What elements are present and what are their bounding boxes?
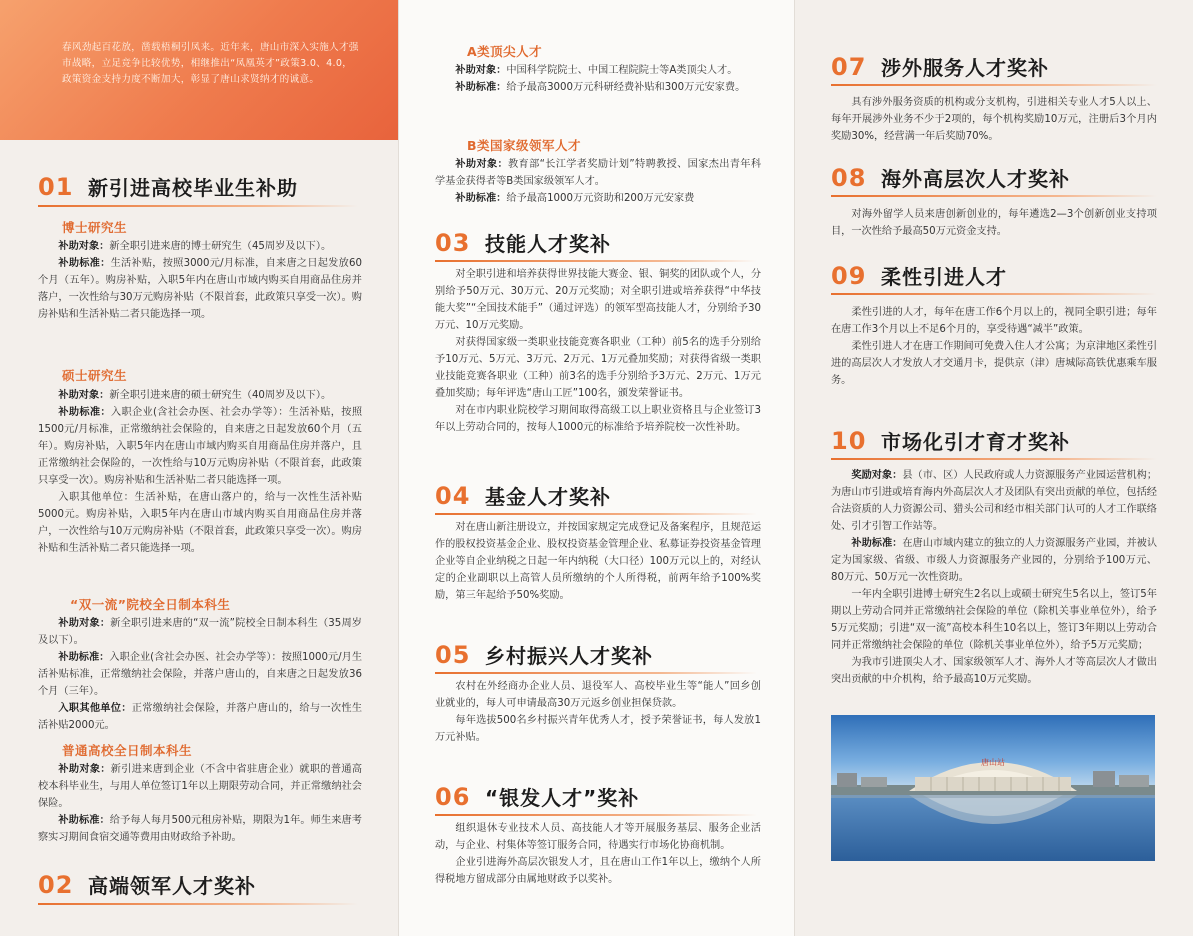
- double-first-class-subtitle: “双一流”院校全日制本科生: [70, 597, 231, 612]
- section-05-title: 乡村振兴人才奖补: [485, 644, 653, 668]
- section-03-rule: [435, 260, 757, 262]
- section-03-number: 03: [435, 229, 471, 257]
- section-03-header: [435, 228, 611, 257]
- section-10-header: [831, 426, 1070, 455]
- section-02-header: [38, 870, 256, 899]
- b-class-subtitle: B类国家级领军人才: [467, 138, 582, 153]
- section-10-rule: [831, 458, 1157, 460]
- section-09-text: 柔性引进的人才，每年在唐工作6个月以上的，视同全职引进；每年在唐工作3个月以上不足6个月的，享受待遇“减半”政策。 柔性引进人才在唐工作期间可免费入住人才公寓；为京津地区柔性引进的高层次人才发放人才交通月卡，提供京（津）唐城际高铁优惠乘车服务。: [831, 307, 1158, 386]
- section-10-text: 奖励对象：县（市、区）人民政府或人力资源服务产业园运营机构；为唐山市引进或培育海内外高层次人才及团队有突出贡献的单位，包括经合法资质的人力资源公司、猎头公司和经市相关部门认可的人才工作联络处、引才引智工作站等。 补助标准：在唐山市域内建立的独立的人力资源服务产业园，并被认定为国家级、省级、市级人力资源服务产业园的，分别给予100万元、80万元、50万元一次性资助。 一年内全职引进博士研究生2名以上或硕士研究生5名以上，签订5年期以上劳动合同并正常缴纳社会保险的单位（除机关事业单位外），给予5万元奖励；引进“双一流”高校本科生10名以上，签订3年期以上劳动合同并正常缴纳社会保险的单位（除机关事业单位外），给予5万元奖励； 为我市引进顶尖人才、国家级领军人才、海外人才等高层次人才做出突出贡献的中介机构，给予最高10万元奖励。: [831, 470, 1158, 685]
- section-05-rule: [435, 672, 757, 674]
- section-01-number: 01: [38, 173, 74, 201]
- intro-banner: [0, 0, 398, 140]
- master-subtitle: 硕士研究生: [62, 368, 128, 383]
- section-06-title: “银发人才”奖补: [485, 786, 640, 810]
- section-05-number: 05: [435, 641, 471, 669]
- section-01-rule: [38, 205, 358, 207]
- column-right: [795, 0, 1193, 936]
- section-05-header: [435, 640, 653, 669]
- station-illustration: [831, 715, 1155, 861]
- section-02-rule: [38, 903, 358, 905]
- section-03-text: 对全职引进和培养获得世界技能大赛金、银、铜奖的团队或个人，分别给予50万元、30万元、20万元奖励；对全职引进或培养获得“中华技能大奖”“全国技术能手”（通过评选）的领军型高技能人才，分别给予30万元、10万元奖励。 对获得国家级一类职业技能竞赛各职业（工种）前5名的选手分别给予10万元、5万元、3万元、2万元、1万元叠加奖励；对获得省级一类职业技能竞赛各职业（工种）前3名的选手分别给予3万元、2万元、1万元叠加奖励；每年评选“唐山工匠”100名，颁发荣誉证书。 对在市内职业院校学习期间取得高级工以上职业资格且与企业签订3年以上劳动合同的，按每人1000元的标准给予培养院校一次性补助。: [435, 269, 762, 433]
- section-01-header: [38, 172, 298, 201]
- section-03-title: 技能人才奖补: [485, 232, 611, 256]
- section-04-text: 对在唐山新注册设立，并按国家规定完成登记及备案程序，且规范运作的股权投资基金企业、股权投资基金管理企业、私募证券投资基金管理企业等自企业纳税之日起一年内纳税（大口径）100万元以上的，对经认定的企业副职以上高管人员所缴纳的个人所得税，前两年给予100%奖励，第三年起给予50%奖励。: [435, 522, 762, 601]
- section-06-rule: [435, 814, 757, 816]
- section-02-number: 02: [38, 871, 74, 899]
- section-08-header: [831, 163, 1070, 192]
- section-04-rule: [435, 513, 757, 515]
- phd-text: 补助对象：新全职引进来唐的博士研究生（45周岁及以下）。 补助标准：生活补贴，按照3000元/月标准，自来唐之日起发放60个月（五年）。购房补贴，入职5年内在唐山市域内购买自用商品住房并落户，一次性给与30万元购房补贴（不限首套，此政策只享受一次）。购房补贴和生活补贴二者只能选择一项。: [38, 241, 363, 320]
- section-01-title: 新引进高校毕业生补助: [88, 176, 298, 200]
- a-class-text: 补助对象：中国科学院院士、中国工程院院士等A类顶尖人才。 补助标准：给予最高3000万元科研经费补贴和300万元安家费。: [455, 65, 746, 93]
- section-10-number: 10: [831, 427, 867, 455]
- section-07-title: 涉外服务人才奖补: [881, 56, 1049, 80]
- a-class-subtitle: A类顶尖人才: [467, 44, 543, 59]
- station-sign: 唐山站: [981, 758, 1005, 767]
- section-06-header: [435, 782, 639, 811]
- section-07-header: [831, 52, 1049, 81]
- section-08-rule: [831, 195, 1157, 197]
- section-05-text: 农村在外经商办企业人员、退役军人、高校毕业生等“能人”回乡创业就业的，每人可申请最高30万元返乡创业担保贷款。 每年选拔500名乡村振兴青年优秀人才，授予荣誉证书，每人发放1万元补贴。: [435, 681, 761, 743]
- column-left: [0, 0, 398, 936]
- section-07-text: 具有涉外服务资质的机构或分支机构，引进相关专业人才5人以上、每年开展涉外业务不少于2项的，每个机构奖励10万元，注册后3个月内奖励30%，经营满一年后奖励70%。: [831, 97, 1157, 142]
- b-class-text: 补助对象：教育部“长江学者奖励计划”特聘教授、国家杰出青年科学基金获得者等B类国家级领军人才。 补助标准：给予最高1000万元资助和200万元安家费: [435, 159, 762, 204]
- section-07-number: 07: [831, 53, 867, 81]
- section-09-number: 09: [831, 262, 867, 290]
- section-09-rule: [831, 293, 1157, 295]
- section-06-text: 组织退休专业技术人员、高技能人才等开展服务基层、服务企业活动，与企业、村集体等签订服务合同，待遇实行市场化协商机制。 企业引进海外高层次银发人才，且在唐山工作1年以上，缴纳个人所得税地方留成部分由属地财政予以奖补。: [435, 823, 761, 885]
- intro-text: 春风劲起百花放，凿载梧桐引凤来。近年来，唐山市深入实施人才强市战略，立足竞争比较优势，相继推出“凤凰英才”政策3.0、4.0，政策资金支持力度不断加大，彰显了唐山求贤纳才的诚意。: [62, 42, 359, 85]
- section-02-title: 高端领军人才奖补: [88, 874, 256, 898]
- master-text: 补助对象：新全职引进来唐的硕士研究生（40周岁及以下）。 补助标准：入职企业(含社会办医、社会办学等）：生活补贴，按照1500元/月标准，正常缴纳社会保险的，自来唐之日起发放60个月（五年）。购房补贴，入职5年内在唐山市域内购买自用商品住房并落户，且正常缴纳社会保险的，一次性给与10万元购房补贴（不限首套，此政策只享受一次）。购房补贴和生活补贴二者只能选择一项。 入职其他单位：生活补贴，在唐山落户的，给与一次性生活补贴5000元。购房补贴，入职5年内在唐山市域内购买自用商品住房并落户，一次性给与10万元购房补贴（不限首套，此政策只享受一次）。购房补贴和生活补贴二者只能选择一项。: [38, 390, 363, 554]
- double-first-class-text: 补助对象：新全职引进来唐的“双一流”院校全日制本科生（35周岁及以下）。 补助标准：入职企业(含社会办医、社会办学等）：按照1000元/月生活补贴标准，正常缴纳社会保险，并落户唐山的，自来唐之日起发放36个月（三年）。 入职其他单位：正常缴纳社会保险，并落户唐山的，给与一次性生活补贴2000元。: [38, 618, 363, 731]
- section-08-number: 08: [831, 164, 867, 192]
- section-09-header: [831, 261, 1007, 290]
- section-04-number: 04: [435, 482, 471, 510]
- phd-subtitle: 博士研究生: [62, 220, 128, 235]
- section-04-title: 基金人才奖补: [485, 485, 611, 509]
- general-college-text: 补助对象：新引进来唐到企业（不含中省驻唐企业）就职的普通高校本科毕业生，与用人单位签订1年以上期限劳动合同，并正常缴纳社会保险。 补助标准：给予每人每月500元租房补贴，期限为1年。师生来唐考察实习期间食宿交通等费用由财政给予补助。: [38, 764, 363, 843]
- column-middle: [398, 0, 795, 936]
- tangshan-station-photo: [831, 715, 1155, 861]
- section-08-title: 海外高层次人才奖补: [881, 167, 1070, 191]
- section-08-text: 对海外留学人员来唐创新创业的，每年遴选2—3个创新创业支持项目，一次性给予最高50万元资金支持。: [831, 209, 1157, 237]
- general-college-subtitle: 普通高校全日制本科生: [62, 743, 193, 758]
- section-04-header: [435, 481, 611, 510]
- section-07-rule: [831, 84, 1157, 86]
- section-10-title: 市场化引才育才奖补: [881, 430, 1070, 454]
- section-09-title: 柔性引进人才: [881, 265, 1007, 289]
- section-06-number: 06: [435, 783, 471, 811]
